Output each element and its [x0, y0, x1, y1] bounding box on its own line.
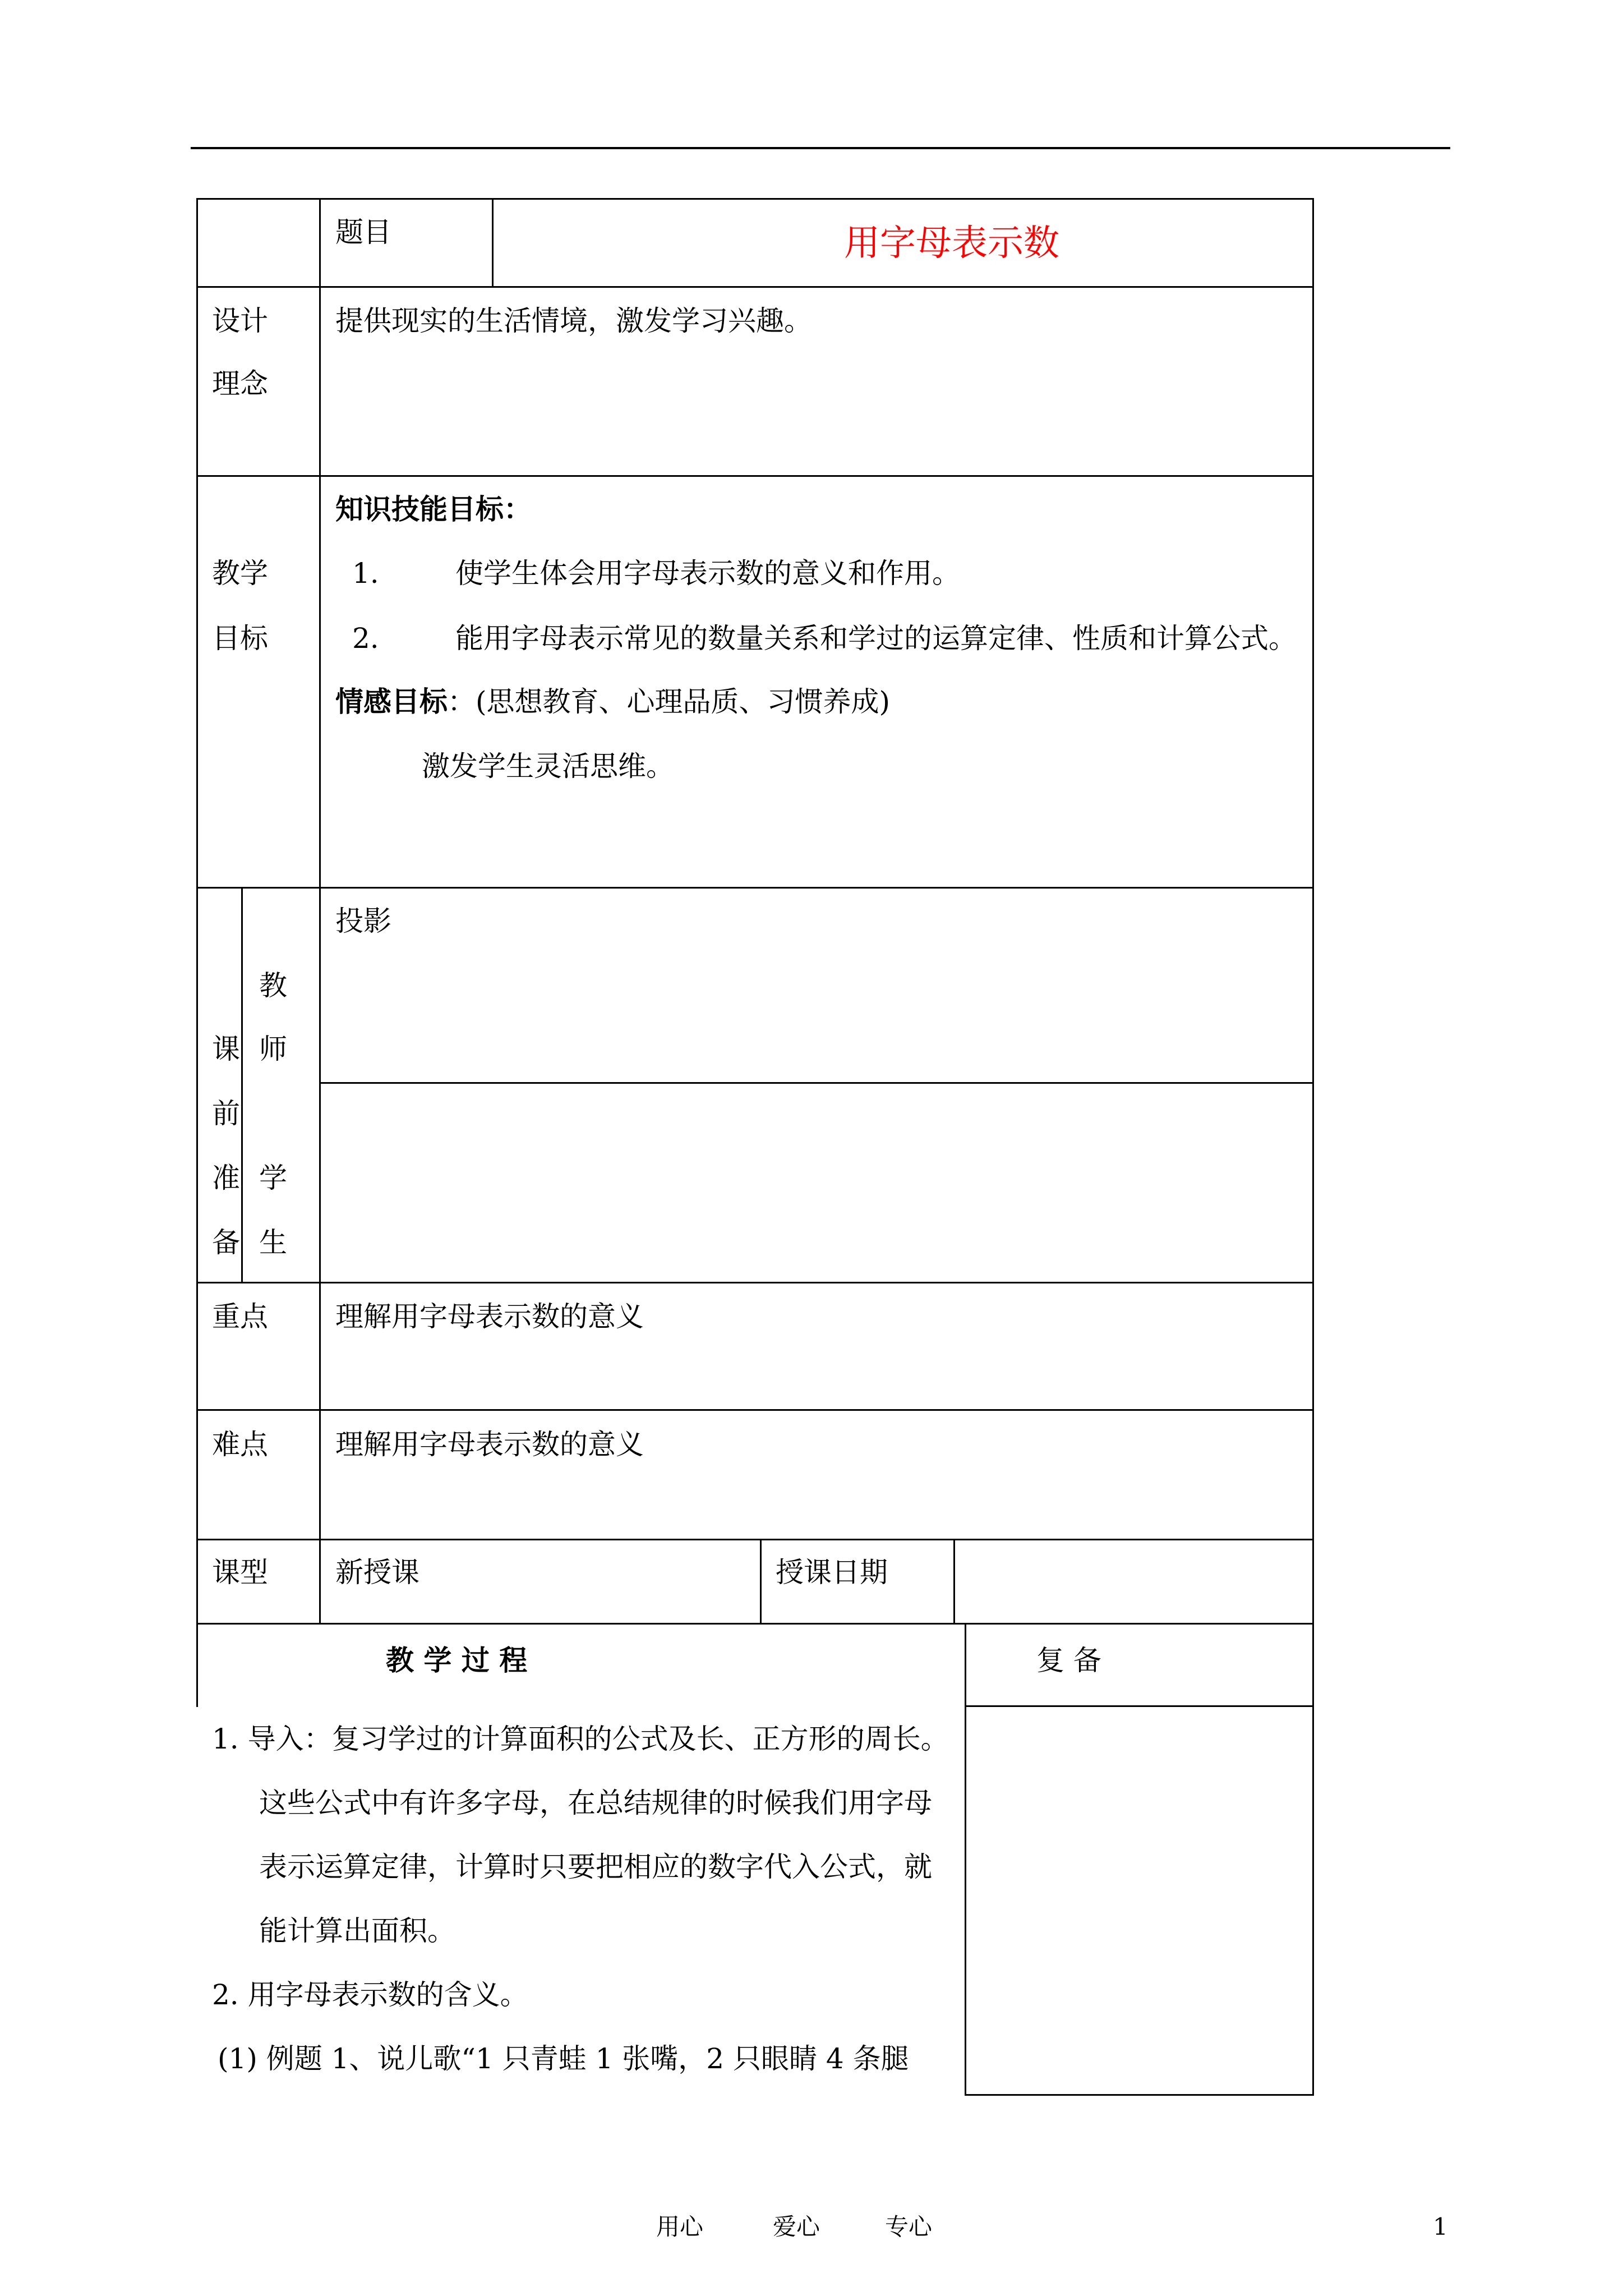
prep-label-char: 准: [212, 1162, 240, 1194]
lesson-type-value: 新授课: [335, 1556, 419, 1589]
lesson-date-label: 授课日期: [776, 1556, 888, 1589]
process-line: 这些公式中有许多字母，在总结规律的时候我们用字母: [259, 1787, 932, 1819]
prep-label-char: 前: [212, 1097, 240, 1130]
column-divider: [953, 1539, 955, 1625]
process-line: 表示运算定律，计算时只要把相应的数字代入公式，就: [259, 1851, 932, 1883]
row-divider: [196, 1282, 1314, 1283]
row-divider: [965, 1705, 1314, 1707]
footer-motto: 专心: [885, 2213, 933, 2240]
process-line: 1. 导入：复习学过的计算面积的公式及长、正方形的周长。: [212, 1723, 949, 1755]
row-divider: [196, 1409, 1314, 1411]
teacher-label-char: 师: [259, 1033, 287, 1065]
teacher-label-char: 教: [259, 969, 287, 1002]
design-label-1: 设计: [212, 305, 268, 337]
column-divider: [241, 887, 243, 1283]
table-border-bottom: [965, 2094, 1314, 2096]
design-label-2: 理念: [212, 367, 268, 400]
footer-motto: 用心: [656, 2213, 704, 2240]
emotion-content: 激发学生灵活思维。: [422, 750, 674, 783]
row-divider: [196, 1539, 1314, 1540]
column-divider: [319, 198, 321, 1625]
row-divider: [196, 1623, 1314, 1625]
emotion-note: ：(思想教育、心理品质、习惯养成): [448, 685, 891, 718]
row-divider: [320, 1082, 1314, 1084]
column-divider: [492, 198, 494, 288]
goals-label-2: 目标: [212, 622, 268, 655]
page-number: 1: [1433, 2213, 1448, 2240]
table-border-left: [196, 198, 198, 1707]
emotion-goal-line: [335, 685, 890, 719]
key-point-label: 重点: [212, 1300, 268, 1333]
row-divider: [196, 475, 1314, 477]
teacher-content: 投影: [335, 905, 391, 937]
column-divider: [760, 1539, 762, 1625]
process-line: (1) 例题 1、说儿歌“1 只青蛙 1 张嘴，2 只眼睛 4 条腿: [218, 2042, 909, 2075]
knowledge-heading: 知识技能目标：: [335, 493, 532, 526]
prep-label-char: 备: [212, 1226, 240, 1259]
topic-label: 题目: [335, 216, 391, 249]
table-border-right: [1312, 198, 1314, 2096]
goal-item-1-text: 使学生体会用字母表示数的意义和作用。: [455, 557, 960, 590]
row-divider: [196, 887, 1314, 889]
goals-label-1: 教学: [212, 557, 268, 590]
prep-label-char: 课: [212, 1033, 240, 1065]
header-rule: [191, 147, 1450, 149]
lesson-type-label: 课型: [212, 1556, 268, 1589]
table-border-top: [196, 198, 1314, 200]
student-label-char: 学: [259, 1162, 287, 1194]
difficulty-label: 难点: [212, 1428, 268, 1461]
row-divider: [196, 286, 1314, 288]
student-label-char: 生: [259, 1226, 287, 1259]
process-line: 2. 用字母表示数的含义。: [212, 1978, 528, 2011]
goal-item-2-number: 2.: [352, 622, 379, 655]
process-heading: 教 学 过 程: [386, 1644, 528, 1677]
goal-item-1-number: 1.: [352, 557, 379, 590]
emotion-heading: 情感目标: [335, 685, 448, 718]
key-point-content: 理解用字母表示数的意义: [335, 1300, 644, 1333]
footer-motto: 爱心: [773, 2213, 820, 2240]
column-divider: [965, 1623, 966, 2094]
goal-item-2-text: 能用字母表示常见的数量关系和学过的运算定律、性质和计算公式。: [455, 622, 1297, 655]
page-title: 用字母表示数: [844, 223, 1059, 264]
design-content: 提供现实的生活情境，激发学习兴趣。: [335, 305, 812, 337]
difficulty-content: 理解用字母表示数的意义: [335, 1428, 644, 1461]
review-heading: 复 备: [1036, 1644, 1101, 1677]
process-line: 能计算出面积。: [259, 1915, 455, 1947]
